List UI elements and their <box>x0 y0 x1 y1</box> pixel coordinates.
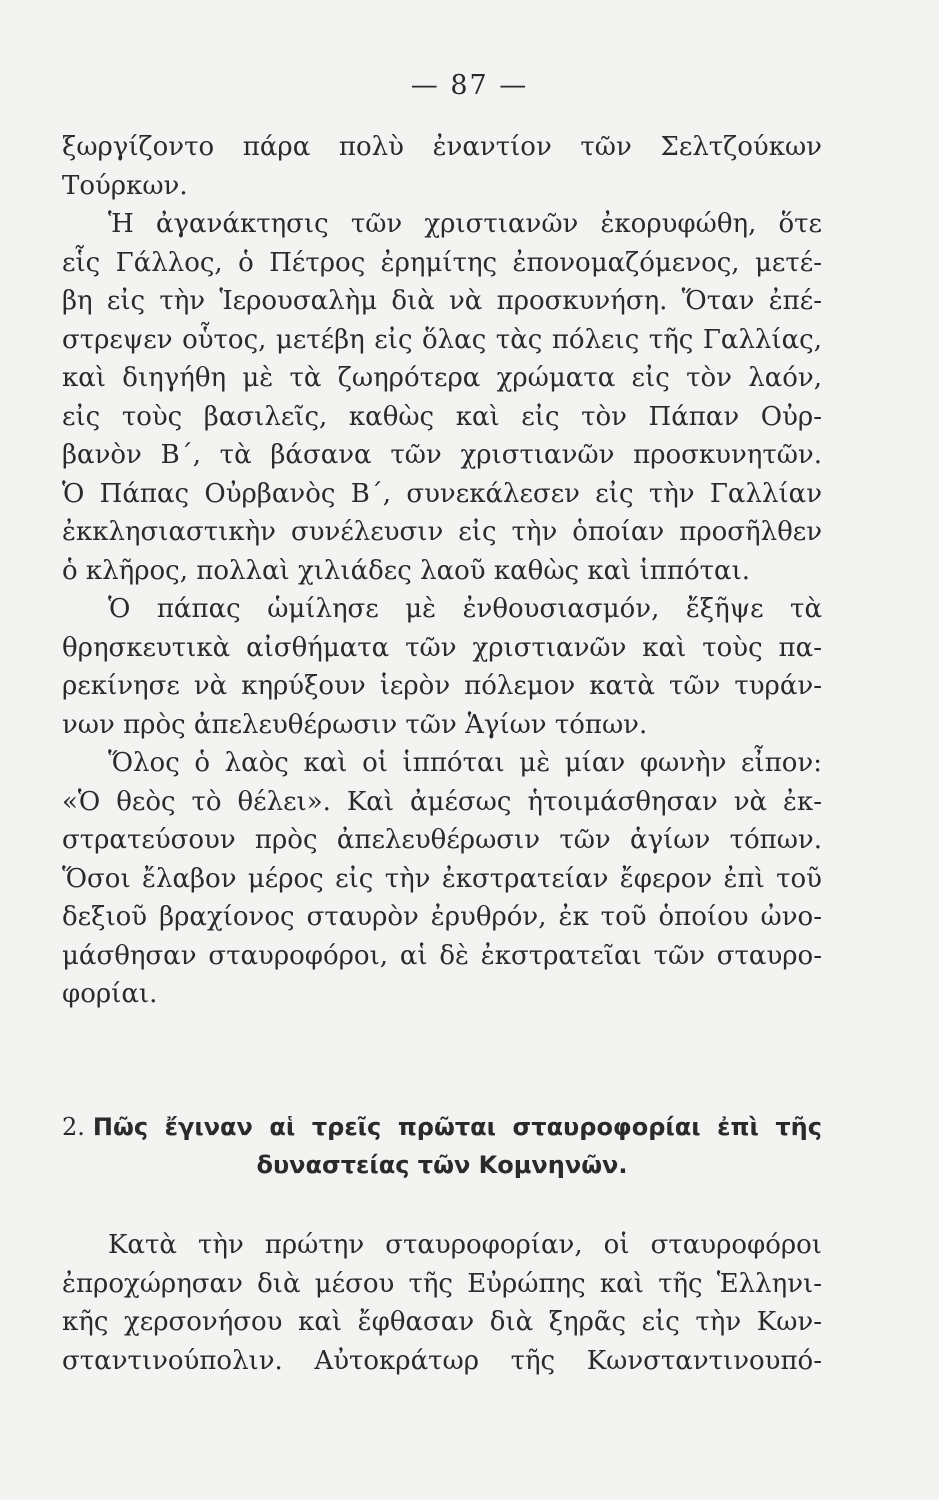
text-line: ὁ κλῆρος, πολλαὶ χιλιάδες λαοῦ καθὼς καὶ ἱππόται. <box>62 555 751 586</box>
text-line: βη εἰς τὴν Ἱερουσαλὴμ διὰ νὰ προσκυνήση. Ὅταν ἐπέ- <box>62 286 822 316</box>
text-line: Κατὰ τὴν πρώτην σταυροφορίαν, οἱ σταυροφόροι <box>108 1230 822 1260</box>
section-number: 2. <box>62 1113 85 1141</box>
text-line: ρεκίνησε νὰ κηρύξουν ἱερὸν πόλεμον κατὰ τῶν τυράν- <box>62 671 822 701</box>
section-title-part1: Πῶς ἔγιναν αἱ τρεῖς πρῶται σταυροφορίαι ἐπὶ τῆς <box>92 1113 822 1141</box>
text-line: θρησκευτικὰ αἰσθήματα τῶν χριστιανῶν καὶ τοὺς πα- <box>62 632 822 663</box>
text-line: φορίαι. <box>62 979 158 1009</box>
text-line: Ὁ Πάπας Οὐρβανὸς Β΄, συνεκάλεσεν εἰς τὴν Γαλλίαν <box>62 478 822 509</box>
page-number: — 87 — <box>410 70 529 101</box>
text-line: ἐπροχώρησαν διὰ μέσου τῆς Εὐρώπης καὶ τῆς Ἑλληνι- <box>62 1268 822 1299</box>
text-line: κῆς χερσονήσου καὶ ἔφθασαν διὰ ξηρᾶς εἰς τὴν Κων- <box>62 1307 822 1337</box>
section-title-part2: δυναστείας τῶν Κομνηνῶν. <box>256 1151 628 1179</box>
text-line: ἐκκλησιαστικὴν συνέλευσιν εἰς τὴν ὁποίαν προσῆλθεν <box>62 517 822 547</box>
text-line: Ὁ πάπας ὡμίλησε μὲ ἐνθουσιασμόν, ἔξῆψε τὰ <box>108 594 822 624</box>
text-line: Ὅσοι ἔλαβον μέρος εἰς τὴν ἐκστρατείαν ἔφερον ἐπὶ τοῦ <box>62 863 822 894</box>
text-line: Τούρκων. <box>62 170 188 201</box>
text-line: Ἡ ἀγανάκτησις τῶν χριστιανῶν ἐκορυφώθη, ὅτε <box>108 209 822 239</box>
section-heading-line <box>62 1108 822 1146</box>
text-line: δεξιοῦ βραχίονος σταυρὸν ἐρυθρόν, ἐκ τοῦ ὁποίου ὠνο- <box>62 902 822 932</box>
text-line: εἷς Γάλλος, ὁ Πέτρος ἐρημίτης ἐπονομαζόμενος, μετέ- <box>62 247 822 278</box>
text-line: στρεψεν οὗτος, μετέβη εἰς ὅλας τὰς πόλεις τῆς Γαλλίας, <box>62 324 822 355</box>
section-heading <box>62 1108 822 1184</box>
text-line: καὶ διηγήθη μὲ τὰ ζωηρότερα χρώματα εἰς τὸν λαόν, <box>62 363 822 393</box>
text-line: σταντινούπολιν. Αὐτοκράτωρ τῆς Κωνσταντινουπό- <box>62 1345 822 1376</box>
paragraph-block-top <box>62 128 822 1014</box>
paragraph-block-bottom <box>62 1226 822 1380</box>
text-line: εἰς τοὺς βασιλεῖς, καθὼς καὶ εἰς τὸν Πάπαν Οὐρ- <box>62 401 822 432</box>
text-line: «Ὁ θεὸς τὸ θέλει». Καὶ ἀμέσως ἡτοιμάσθησαν νὰ ἐκ- <box>62 786 822 817</box>
text-line: βανὸν Β΄, τὰ βάσανα τῶν χριστιανῶν προσκυνητῶν. <box>62 440 822 470</box>
text-line: νων πρὸς ἀπελευθέρωσιν τῶν Ἁγίων τόπων. <box>62 709 648 740</box>
text-line: Ὅλος ὁ λαὸς καὶ οἱ ἱππόται μὲ μίαν φωνὴν εἶπον: <box>108 748 822 778</box>
text-line: στρατεύσουν πρὸς ἀπελευθέρωσιν τῶν ἁγίων τόπων. <box>62 825 822 855</box>
text-line: ξωργίζοντο πάρα πολὺ ἐναντίον τῶν Σελτζούκων <box>62 132 822 162</box>
text-line: μάσθησαν σταυροφόροι, αἱ δὲ ἐκστρατεῖαι τῶν σταυρο- <box>62 940 822 971</box>
